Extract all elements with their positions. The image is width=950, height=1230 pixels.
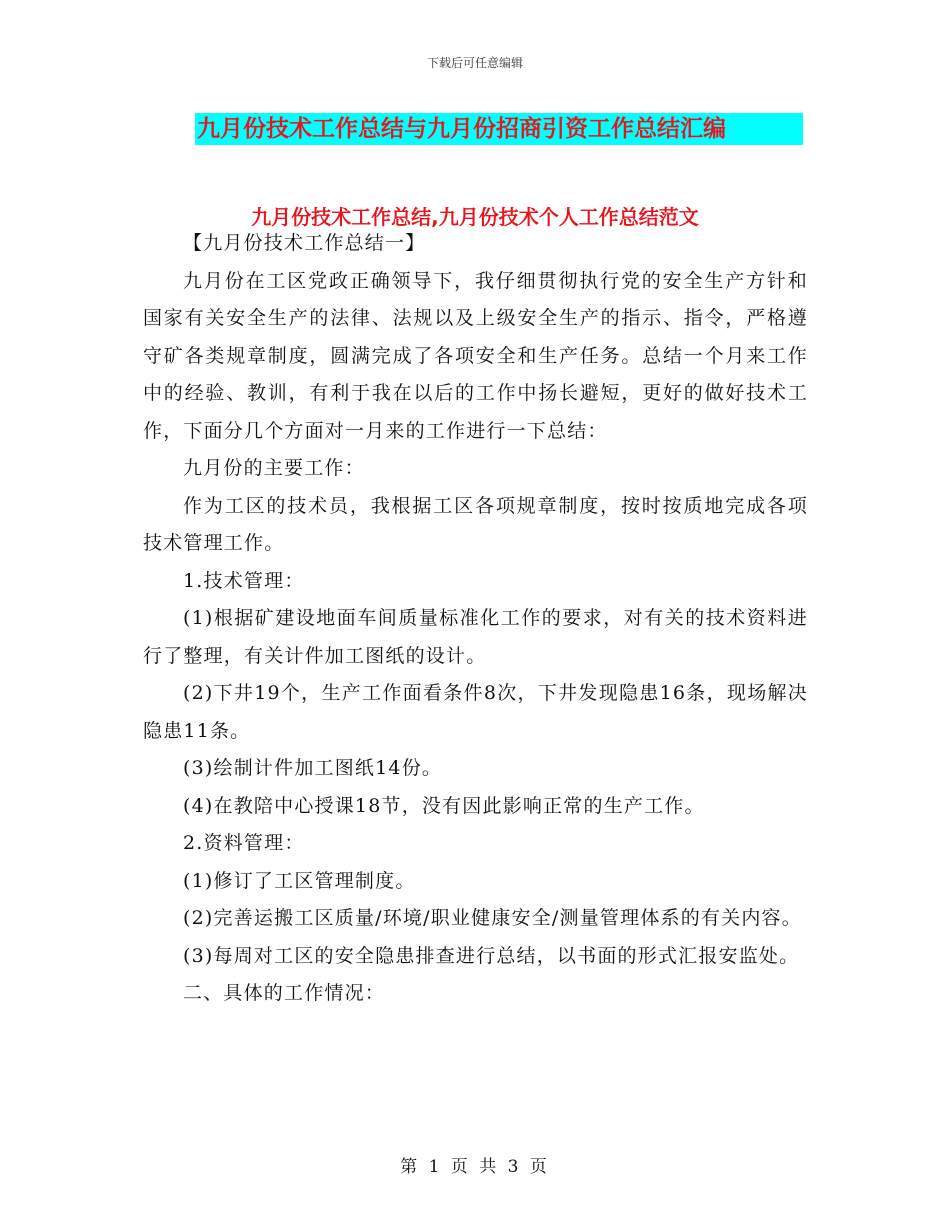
page-footer: 第 1 页 共 3 页 bbox=[400, 1157, 550, 1177]
paragraph: (2)完善运搬工区质量/环境/职业健康安全/测量管理体系的有关内容。 bbox=[183, 907, 802, 929]
paragraph: (3)每周对工区的安全隐患排查进行总结，以书面的形式汇报安监处。 bbox=[183, 944, 800, 967]
paragraph: 1.技术管理： bbox=[183, 569, 305, 592]
paragraph: 九月份的主要工作： bbox=[183, 457, 365, 479]
paragraph: 作为工区的技术员，我根据工区各项规章制度，按时按质地完成各项技术管理工作。 bbox=[143, 494, 808, 554]
section-title: 九月份技术工作总结,九月份技术个人工作总结范文 bbox=[251, 205, 699, 229]
page-header: 下载后可任意编辑 bbox=[426, 56, 523, 70]
paragraph: (4)在教陪中心授课18节，没有因此影响正常的生产工作。 bbox=[183, 794, 705, 817]
paragraph: 2.资料管理： bbox=[183, 832, 305, 854]
paragraph: (2)下井19个，生产工作面看条件8次，下井发现隐患16条，现场解决隐患11条。 bbox=[143, 682, 808, 742]
paragraph: (3)绘制计件加工图纸14份。 bbox=[183, 757, 443, 779]
document-title: 九月份技术工作总结与九月份招商引资工作总结汇编 bbox=[195, 113, 803, 145]
paragraph: (1)修订了工区管理制度。 bbox=[183, 869, 416, 892]
paragraph: (1)根据矿建设地面车间质量标准化工作的要求，对有关的技术资料进行了整理，有关计件加工图纸的设计。 bbox=[143, 607, 808, 667]
paragraph: 二、具体的工作情况： bbox=[183, 982, 386, 1004]
paragraph: 九月份在工区党政正确领导下，我仔细贯彻执行党的安全生产方针和国家有关安全生产的法律、法规以及上级安全生产的指示、指令，严格遵守矿各类规章制度，圆满完成了各项安全和生产任务。总结一个月来工作中的经验、教训，有利于我在以后的工作中扬长避短，更好的做好技术工作，下面分几个方面对一月来的工作进行一下总结： bbox=[143, 269, 808, 442]
body-text bbox=[143, 225, 808, 1013]
paragraph: 【九月份技术工作总结一】 bbox=[183, 232, 426, 254]
